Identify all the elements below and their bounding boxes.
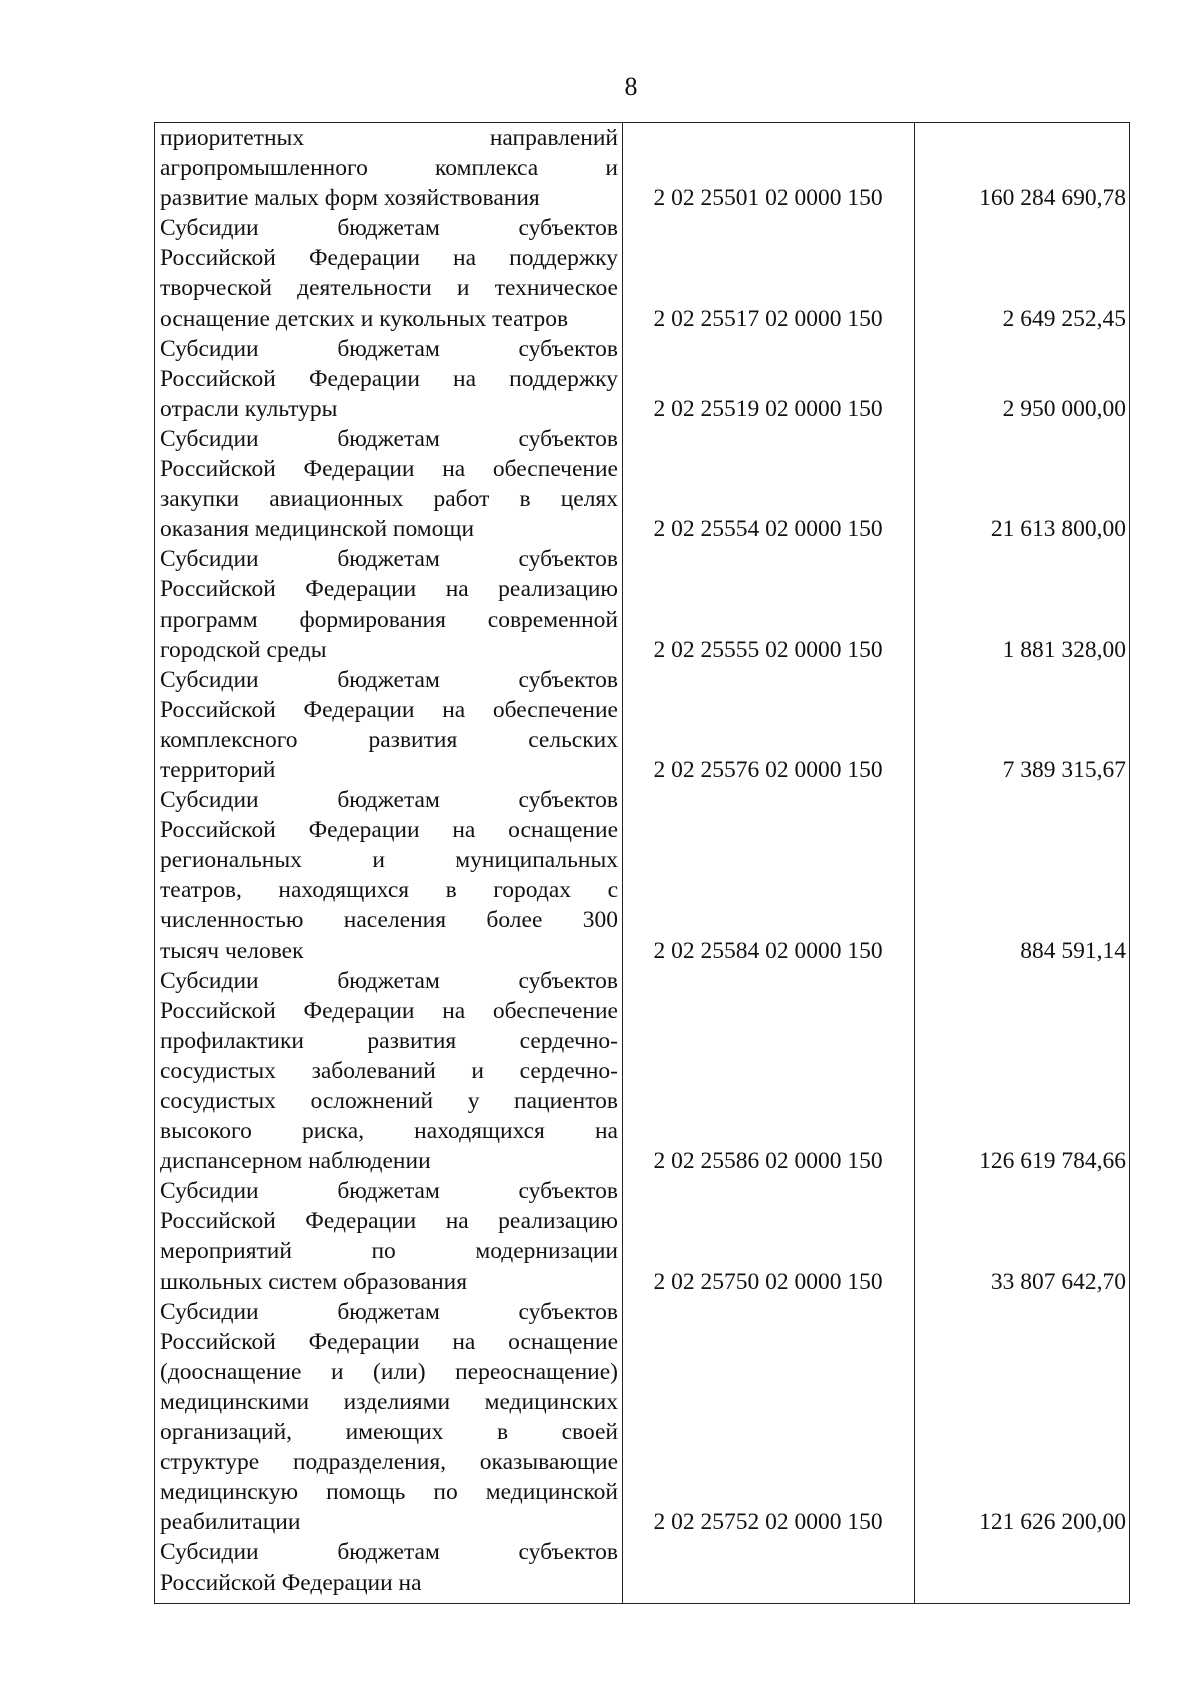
row-code: 2 02 25586 02 0000 150 <box>653 1148 883 1175</box>
row-description <box>154 966 622 1177</box>
description-line: сосудистых заболеваний и сердечно- <box>160 1057 618 1084</box>
description-line: региональных и муниципальных <box>160 847 618 874</box>
description-line: Субсидии бюджетам субъектов <box>160 425 618 452</box>
row-code: 2 02 25519 02 0000 150 <box>653 395 883 422</box>
description-line: структуре подразделения, оказывающие <box>160 1449 618 1476</box>
table-row <box>154 785 1130 966</box>
table-row <box>154 1537 1130 1597</box>
table-row <box>154 544 1130 664</box>
description-line: Российской Федерации на обеспечение <box>160 456 618 483</box>
row-amount: 2 649 252,45 <box>1002 305 1126 332</box>
row-amount: 121 626 200,00 <box>979 1509 1126 1536</box>
description-line: закупки авиационных работ в целях <box>160 486 618 513</box>
description-line: сосудистых осложнений у пациентов <box>160 1088 618 1114</box>
description-line: Российской Федерации на оснащение <box>160 817 618 844</box>
row-amount: 126 619 784,66 <box>979 1148 1126 1175</box>
table-row <box>154 424 1130 544</box>
description-line: медицинскими изделиями медицинских <box>160 1388 618 1415</box>
row-description <box>154 1176 622 1296</box>
description-line: Российской Федерации на поддержку <box>160 365 618 392</box>
row-amount: 21 613 800,00 <box>990 516 1126 543</box>
description-line: диспансерном наблюдении <box>160 1148 431 1175</box>
row-code: 2 02 25576 02 0000 150 <box>653 756 883 783</box>
row-code <box>624 1568 912 1598</box>
description-line: организаций, имеющих в своей <box>160 1419 618 1446</box>
description-line: Субсидии бюджетам субъектов <box>160 546 618 573</box>
description-line: Российской Федерации на оснащение <box>160 1328 618 1355</box>
row-amount: 1 881 328,00 <box>1002 636 1126 663</box>
row-amount: 7 389 315,67 <box>1002 756 1126 783</box>
row-code: 2 02 25555 02 0000 150 <box>653 636 883 663</box>
description-line: Субсидии бюджетам субъектов <box>160 1539 618 1566</box>
description-line: оснащение детских и кукольных театров <box>160 305 569 332</box>
description-line: Субсидии бюджетам субъектов <box>160 1178 618 1205</box>
row-amount: 160 284 690,78 <box>979 185 1126 212</box>
description-line: территорий <box>160 756 276 783</box>
table-row <box>154 213 1130 333</box>
description-line: Российской Федерации на реализацию <box>160 1208 618 1235</box>
row-description <box>154 1297 622 1538</box>
description-line: Российской Федерации на поддержку <box>160 245 618 272</box>
row-description <box>154 213 622 333</box>
description-line: реабилитации <box>160 1509 301 1536</box>
budget-revenue-table <box>154 122 1130 1604</box>
description-line: Субсидии бюджетам субъектов <box>160 666 618 693</box>
row-description <box>154 334 622 424</box>
description-line: высокого риска, находящихся на <box>160 1118 618 1145</box>
row-description <box>154 665 622 785</box>
row-amount: 884 591,14 <box>1020 937 1126 964</box>
description-line: творческой деятельности и техническое <box>160 275 618 302</box>
description-line: Субсидии бюджетам субъектов <box>160 335 618 362</box>
description-line: медицинскую помощь по медицинской <box>160 1479 618 1506</box>
description-line: агропромышленного комплекса и <box>160 155 618 182</box>
row-description <box>154 544 622 664</box>
row-amount: 2 950 000,00 <box>1002 395 1126 422</box>
row-description <box>154 424 622 544</box>
description-line: школьных систем образования <box>160 1268 468 1295</box>
description-line: численностью населения более 300 <box>160 907 618 934</box>
row-code: 2 02 25517 02 0000 150 <box>653 305 883 332</box>
row-description <box>154 1537 622 1597</box>
description-line: тысяч человек <box>160 937 304 964</box>
description-line: Субсидии бюджетам субъектов <box>160 787 618 814</box>
description-line: отрасли культуры <box>160 395 338 422</box>
table-row <box>154 123 1130 213</box>
row-code: 2 02 25750 02 0000 150 <box>653 1268 883 1295</box>
row-code: 2 02 25752 02 0000 150 <box>653 1509 883 1536</box>
description-line: комплексного развития сельских <box>160 726 618 753</box>
row-code: 2 02 25554 02 0000 150 <box>653 516 883 543</box>
description-line: Российской Федерации на реализацию <box>160 576 618 603</box>
row-description <box>154 123 622 213</box>
description-line: театров, находящихся в городах с <box>160 877 618 904</box>
description-line: приоритетных направлений <box>160 125 618 151</box>
row-amount <box>916 1568 1126 1598</box>
row-amount: 33 807 642,70 <box>990 1268 1126 1295</box>
table-row <box>154 966 1130 1177</box>
page-number: 8 <box>624 72 638 101</box>
description-line: Субсидии бюджетам субъектов <box>160 215 618 242</box>
description-line: городской среды <box>160 636 327 663</box>
table-row <box>154 665 1130 785</box>
row-code: 2 02 25584 02 0000 150 <box>653 937 883 964</box>
table-body <box>154 123 1130 1598</box>
row-description <box>154 785 622 966</box>
description-line: Российской Федерации на <box>160 1569 422 1596</box>
table-row <box>154 334 1130 424</box>
description-line: Российской Федерации на обеспечение <box>160 997 618 1024</box>
description-line: профилактики развития сердечно- <box>160 1027 618 1054</box>
description-line: (дооснащение и (или) переоснащение) <box>160 1358 618 1385</box>
description-line: оказания медицинской помощи <box>160 516 475 543</box>
description-line: Субсидии бюджетам субъектов <box>160 1298 618 1325</box>
description-line: Российской Федерации на обеспечение <box>160 696 618 723</box>
description-line: мероприятий по модернизации <box>160 1238 618 1265</box>
table-row <box>154 1176 1130 1296</box>
description-line: программ формирования современной <box>160 606 618 633</box>
description-line: развитие малых форм хозяйствования <box>160 185 540 212</box>
table-row <box>154 1297 1130 1538</box>
row-code: 2 02 25501 02 0000 150 <box>653 185 883 212</box>
description-line: Субсидии бюджетам субъектов <box>160 967 618 994</box>
